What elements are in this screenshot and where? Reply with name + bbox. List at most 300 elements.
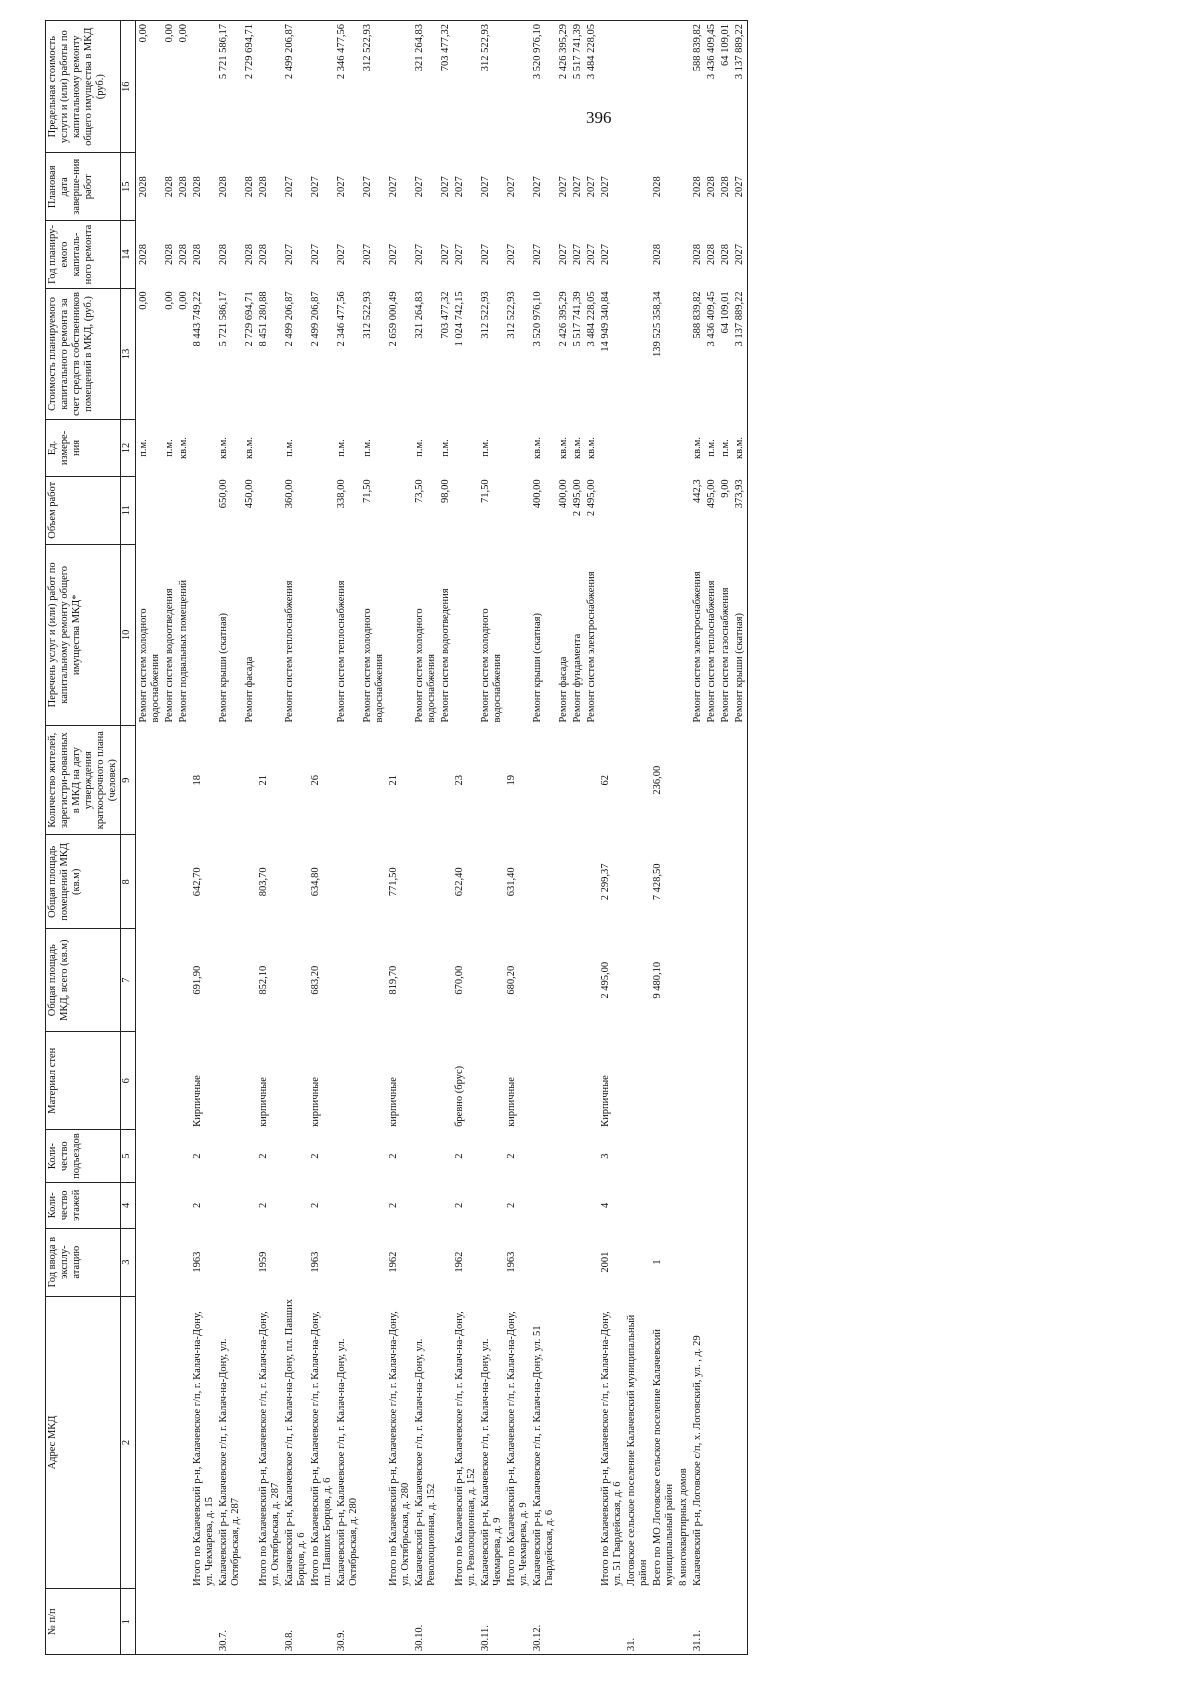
cell-col-floors	[651, 1182, 677, 1228]
cell-col-address: 8 многоквартирных домов	[678, 1468, 689, 1586]
cell-col-total-area	[163, 929, 177, 1032]
table-row	[439, 21, 453, 1655]
cell-col-residents	[177, 726, 191, 835]
cell-col-unit	[505, 420, 531, 477]
cell-col-entrances	[585, 1130, 599, 1182]
cell-col-works: Ремонт крыши (скатная)	[218, 613, 229, 723]
cell-col-end-date: 2027	[388, 176, 399, 198]
cell-col-max-cost	[387, 21, 413, 153]
cell-col-repair-year: 2027	[480, 244, 491, 266]
table-row	[453, 21, 479, 1655]
cell-col-max-cost: 312 522,93	[361, 21, 387, 153]
cell-col-volume	[599, 476, 625, 544]
cell-col-wall-material: кирпичные	[258, 1077, 269, 1127]
table-row	[557, 21, 571, 1655]
table-row	[217, 21, 243, 1655]
cell-col-total-area: 683,20	[310, 965, 321, 995]
cell-col-works: Ремонт фундамента	[572, 633, 583, 723]
cell-col-max-cost: 3 436 409,45	[705, 21, 719, 153]
cell-col-address: Итого по Калачевский р-н, Калачевское г/п, г. Калач-на-Дону, ул. Октябрьская, д. 280	[388, 1311, 411, 1586]
cell-col-year: 1	[652, 1259, 663, 1265]
cell-col-volume: 71,50	[362, 479, 373, 503]
cell-col-premises-area: 771,50	[388, 867, 399, 897]
cell-col-residents: 19	[506, 774, 517, 786]
cell-col-total-area	[361, 929, 387, 1032]
cell-col-end-date: 2028	[692, 176, 703, 198]
cell-col-residents	[439, 726, 453, 835]
cell-col-year	[677, 1228, 691, 1296]
cell-col-wall-material	[163, 1032, 177, 1130]
cell-col-address: Всего по МО Логовское сельское поселение Калачевский муниципальный район	[652, 1329, 675, 1586]
table-row	[625, 21, 651, 1655]
cell-col-residents	[677, 726, 691, 835]
cell-col-floors: 2	[258, 1202, 269, 1208]
cell-col-premises-area	[677, 835, 691, 929]
cell-col-end-date: 2027	[480, 176, 491, 198]
cell-col-cost: 14 949 340,84	[600, 291, 611, 352]
cell-col-volume	[453, 476, 479, 544]
cell-col-repair-year: 2027	[414, 244, 425, 266]
cell-col-works: Ремонт систем теплоснабжения	[336, 580, 347, 723]
cell-col-volume	[257, 476, 283, 544]
column-number: 12	[121, 420, 136, 477]
cell-col-total-area	[719, 929, 733, 1032]
cell-col-max-cost: 703 477,32	[439, 21, 453, 153]
cell-col-entrances	[136, 1130, 164, 1182]
cell-col-address: Итого по Калачевский р-н, Калачевское г/п, г. Калач-на-Дону, ул. Чекмарева, д. 9	[506, 1311, 529, 1586]
cell-col-residents	[585, 726, 599, 835]
cell-col-unit: п.м.	[480, 439, 491, 457]
cell-col-works: Ремонт систем холодного водоснабжения	[138, 608, 161, 723]
cell-col-number	[677, 1589, 691, 1655]
cell-col-total-area	[531, 929, 557, 1032]
cell-col-year	[136, 1228, 164, 1296]
cell-col-wall-material	[651, 1032, 677, 1130]
cell-col-unit	[257, 420, 283, 477]
cell-col-floors	[677, 1182, 691, 1228]
cell-col-premises-area: 2 299,37	[600, 863, 611, 901]
cell-col-repair-year: 2027	[532, 244, 543, 266]
cell-col-repair-year: 2028	[244, 244, 255, 266]
cell-col-repair-year: 2027	[600, 244, 611, 266]
cell-col-address	[136, 1296, 164, 1589]
cell-col-residents	[733, 726, 748, 835]
cell-col-volume: 360,00	[284, 479, 295, 509]
cell-col-address	[177, 1296, 191, 1589]
table-row	[163, 21, 177, 1655]
cell-col-total-area: 9 480,10	[652, 961, 663, 999]
cell-col-residents: 26	[310, 774, 321, 786]
cell-col-wall-material	[335, 1032, 361, 1130]
cell-col-end-date: 2027	[284, 176, 295, 198]
cell-col-wall-material: кирпичные	[310, 1077, 321, 1127]
cell-col-residents	[243, 726, 257, 835]
cell-col-year	[585, 1228, 599, 1296]
cell-col-end-date: 2028	[192, 176, 203, 198]
cell-col-repair-year: 2028	[164, 244, 175, 266]
cell-col-year	[531, 1228, 557, 1296]
cell-col-works: Ремонт систем водоотведения	[164, 588, 175, 723]
cell-col-number	[599, 1589, 625, 1655]
cell-col-total-area	[217, 929, 243, 1032]
cell-col-cost: 3 520 976,10	[532, 291, 543, 347]
cell-col-cost: 139 525 358,34	[652, 291, 663, 358]
cell-col-repair-year: 2028	[258, 244, 269, 266]
cell-col-premises-area	[531, 835, 557, 929]
cell-col-residents	[571, 726, 585, 835]
cell-col-entrances	[651, 1130, 677, 1182]
cell-col-entrances	[479, 1130, 505, 1182]
cell-col-repair-year: 2027	[558, 244, 569, 266]
cell-col-works	[453, 544, 479, 725]
cell-col-total-area	[243, 929, 257, 1032]
cell-col-end-date: 2028	[706, 176, 717, 198]
cell-col-premises-area: 631,40	[506, 867, 517, 897]
cell-col-max-cost: 0,00	[163, 21, 177, 153]
cell-col-address	[705, 1296, 719, 1589]
cell-col-floors	[557, 1182, 571, 1228]
cell-col-residents	[361, 726, 387, 835]
cell-col-end-date: 2027	[586, 176, 597, 198]
cell-col-wall-material: кирпичные	[506, 1077, 517, 1127]
table-row	[177, 21, 191, 1655]
table-row	[136, 21, 164, 1655]
cell-col-entrances	[733, 1130, 748, 1182]
cell-col-end-date: 2027	[310, 176, 321, 198]
header-col-floors: Коли-чество этажей	[46, 1182, 121, 1228]
cell-col-entrances	[691, 1130, 705, 1182]
cell-col-volume: 442,3	[692, 479, 703, 503]
cell-col-works	[599, 544, 625, 725]
cell-col-works	[505, 544, 531, 725]
cell-col-number: 31.1.	[691, 1589, 705, 1655]
cell-col-premises-area	[335, 835, 361, 929]
cell-col-number	[191, 1589, 217, 1655]
cell-col-unit	[677, 420, 691, 477]
cell-col-address: Калачевский р-н, Калачевское г/п, г. Калач-на-Дону, ул. Октябрьская, д. 280	[336, 1338, 359, 1586]
cell-col-floors	[335, 1182, 361, 1228]
rotated-table-wrapper	[45, 20, 1185, 1655]
table-row	[651, 21, 677, 1655]
cell-col-number: 30.10.	[413, 1589, 439, 1655]
cell-col-floors	[283, 1182, 309, 1228]
cell-col-cost: 3 484 228,05	[586, 291, 597, 347]
cell-col-repair-year: 2027	[284, 244, 295, 266]
cell-col-max-cost: 3 484 228,05	[585, 21, 599, 153]
cell-col-volume: 373,93	[733, 476, 748, 544]
cell-col-wall-material	[691, 1032, 705, 1130]
cell-col-works: Ремонт систем холодного водоснабжения	[362, 608, 385, 723]
header-col-end-date: Плановая дата заверше-ния работ	[46, 153, 121, 221]
cell-col-year	[719, 1228, 733, 1296]
cell-col-cost: 2 426 395,29	[558, 291, 569, 347]
cell-col-repair-year: 2028	[192, 244, 203, 266]
cell-col-total-area	[733, 929, 748, 1032]
cell-col-residents	[283, 726, 309, 835]
cell-col-total-area	[439, 929, 453, 1032]
table-row	[733, 21, 748, 1655]
table-row	[599, 21, 625, 1655]
cell-col-entrances	[177, 1130, 191, 1182]
cell-col-year	[413, 1228, 439, 1296]
cell-col-volume	[651, 476, 677, 544]
cell-col-floors	[163, 1182, 177, 1228]
cell-col-entrances: 2	[310, 1153, 321, 1159]
cell-col-entrances	[163, 1130, 177, 1182]
cell-col-volume	[163, 476, 177, 544]
cell-col-wall-material	[571, 1032, 585, 1130]
cell-col-total-area: 680,20	[506, 965, 517, 995]
cell-col-max-cost: 2 426 395,29	[557, 21, 571, 153]
cell-col-year	[733, 1228, 748, 1296]
cell-col-address: Итого по Калачевский р-н, Калачевское г/п, г. Калач-на-Дону, ул. 51 Гвардейская, д. 6	[600, 1311, 623, 1586]
cell-col-works: Ремонт систем холодного водоснабжения	[414, 608, 437, 723]
table-row	[413, 21, 439, 1655]
cell-col-year	[705, 1228, 719, 1296]
cell-col-premises-area: 622,40	[454, 867, 465, 897]
header-col-wall-material: Материал стен	[46, 1032, 121, 1130]
cell-col-number	[453, 1589, 479, 1655]
cell-col-unit: п.м.	[164, 439, 175, 457]
column-number: 11	[121, 476, 136, 544]
cell-col-repair-year: 2027	[572, 244, 583, 266]
cell-col-cost: 8 451 280,88	[258, 291, 269, 347]
cell-col-end-date: 2028	[244, 176, 255, 198]
cell-col-end-date: 2027	[362, 176, 373, 198]
cell-col-wall-material: Кирпичные	[192, 1075, 203, 1127]
cell-col-end-date: 2028	[652, 176, 663, 198]
cell-col-unit: кв.м.	[586, 436, 597, 459]
cell-col-works: Ремонт систем холодного водоснабжения	[480, 608, 503, 723]
cell-col-entrances	[413, 1130, 439, 1182]
cell-col-year	[571, 1228, 585, 1296]
cell-col-end-date: 2028	[720, 176, 731, 198]
cell-col-residents: 62	[600, 774, 611, 786]
cell-col-number	[243, 1589, 257, 1655]
cell-col-repair-year: 2027	[336, 244, 347, 266]
cell-col-wall-material: бревно (брус)	[454, 1065, 465, 1127]
cell-col-floors	[531, 1182, 557, 1228]
cell-col-works: Ремонт систем электроснабжения	[692, 571, 703, 723]
cell-col-residents	[719, 726, 733, 835]
cell-col-entrances	[217, 1130, 243, 1182]
cell-col-unit: кв.м.	[532, 436, 543, 459]
cell-col-works: Ремонт систем теплоснабжения	[706, 580, 717, 723]
cell-col-repair-year: 2027	[310, 244, 321, 266]
cell-col-works: Ремонт систем теплоснабжения	[284, 580, 295, 723]
cell-col-address	[733, 1296, 748, 1589]
cell-col-end-date: 2028	[138, 176, 149, 198]
cell-col-number: 31.	[625, 1589, 651, 1655]
cell-col-end-date: 2028	[218, 176, 229, 198]
cell-col-wall-material	[733, 1032, 748, 1130]
column-number-row	[121, 21, 136, 1655]
cell-col-entrances	[677, 1130, 691, 1182]
cell-col-number	[651, 1589, 677, 1655]
cell-col-wall-material: кирпичные	[388, 1077, 399, 1127]
cell-col-premises-area: 642,70	[192, 867, 203, 897]
cell-col-unit: п.м.	[440, 439, 451, 457]
table-row	[243, 21, 257, 1655]
cell-col-premises-area: 634,80	[310, 867, 321, 897]
cell-col-address	[439, 1296, 453, 1589]
header-col-year: Год ввода в эксплу-атацию	[46, 1228, 121, 1296]
cell-col-wall-material	[531, 1032, 557, 1130]
cell-col-year	[177, 1228, 191, 1296]
header-col-entrances: Коли-чество подъездов	[46, 1130, 121, 1182]
cell-col-address: Итого по Калачевский р-н, Калачевское г/п, г. Калач-на-Дону, ул. Октябрьская, д. 287	[258, 1311, 281, 1586]
cell-col-unit	[651, 420, 677, 477]
cell-col-unit: п.м.	[414, 439, 425, 457]
cell-col-volume: 450,00	[244, 479, 255, 509]
cell-col-number: 30.11.	[479, 1589, 505, 1655]
cell-col-number	[505, 1589, 531, 1655]
cell-col-cost: 0,00	[178, 291, 189, 310]
cell-col-number: 30.12.	[531, 1589, 557, 1655]
cell-col-residents: 23	[454, 774, 465, 786]
cell-col-address	[557, 1296, 571, 1589]
cell-col-max-cost: 0,00	[177, 21, 191, 153]
cell-col-premises-area: 7 428,50	[652, 863, 663, 901]
column-number: 2	[121, 1296, 136, 1589]
cell-col-year	[557, 1228, 571, 1296]
cell-col-repair-year: 2027	[733, 221, 748, 289]
cell-col-max-cost	[505, 21, 531, 153]
column-number: 14	[121, 221, 136, 289]
cell-col-max-cost: 64 109,01	[719, 21, 733, 153]
cell-col-works	[257, 544, 283, 725]
cell-col-max-cost: 5 517 741,39	[571, 21, 585, 153]
header-col-max-cost: Предельная стоимость услуги и (или) работы по капитальному ремонту общего имущества в МКД (руб.)	[46, 21, 121, 153]
header-col-address: Адрес МКД	[46, 1296, 121, 1589]
cell-col-volume: 98,00	[440, 479, 451, 503]
cell-col-unit: кв.м.	[733, 420, 748, 477]
cell-col-volume: 71,50	[480, 479, 491, 503]
cell-col-number	[585, 1589, 599, 1655]
cell-col-residents	[557, 726, 571, 835]
cell-col-volume: 400,00	[532, 479, 543, 509]
cell-col-premises-area	[439, 835, 453, 929]
cell-col-total-area: 819,70	[388, 965, 399, 995]
cell-col-residents: 18	[192, 774, 203, 786]
cell-col-unit	[387, 420, 413, 477]
cell-col-cost: 2 346 477,56	[336, 291, 347, 347]
cell-col-unit: п.м.	[284, 439, 295, 457]
cell-col-floors	[691, 1182, 705, 1228]
cell-col-wall-material	[283, 1032, 309, 1130]
cell-col-repair-year: 2028	[706, 244, 717, 266]
cell-col-cost: 703 477,32	[440, 291, 451, 339]
cell-col-wall-material	[136, 1032, 164, 1130]
cell-col-number: 30.9.	[335, 1589, 361, 1655]
cell-col-floors: 2	[192, 1202, 203, 1208]
cell-col-volume	[136, 476, 164, 544]
cell-col-wall-material	[413, 1032, 439, 1130]
cell-col-floors	[479, 1182, 505, 1228]
cell-col-wall-material	[585, 1032, 599, 1130]
cell-col-max-cost: 3 520 976,10	[531, 21, 557, 153]
table-row	[309, 21, 335, 1655]
cell-col-address	[571, 1296, 585, 1589]
cell-col-wall-material	[217, 1032, 243, 1130]
cell-col-max-cost	[453, 21, 479, 153]
cell-col-wall-material	[243, 1032, 257, 1130]
table-row	[191, 21, 217, 1655]
cell-col-cost: 312 522,93	[506, 291, 517, 339]
cell-col-address: Итого по Калачевский р-н, Калачевское г/п, г. Калач-на-Дону, пл. Павших Борцов, д. 6	[310, 1311, 333, 1586]
cell-col-residents	[479, 726, 505, 835]
cell-col-cost: 2 499 206,87	[284, 291, 295, 347]
cell-col-works	[625, 544, 651, 725]
cell-col-residents	[136, 726, 164, 835]
cell-col-volume: 9,00	[720, 479, 731, 498]
header-col-premises-area: Общая площадь помещений МКД (кв.м)	[46, 835, 121, 929]
cell-col-premises-area	[361, 835, 387, 929]
cell-col-entrances: 2	[388, 1153, 399, 1159]
cell-col-max-cost: 321 264,83	[413, 21, 439, 153]
column-number: 16	[121, 21, 136, 153]
cell-col-end-date	[677, 153, 691, 221]
cell-col-address: Логовское сельское поселение Калачевский муниципальный район	[626, 1314, 649, 1586]
cell-col-entrances	[361, 1130, 387, 1182]
cell-col-works	[387, 544, 413, 725]
cell-col-max-cost	[599, 21, 625, 153]
cell-col-number	[136, 1589, 164, 1655]
cell-col-cost: 5 721 586,17	[218, 291, 229, 347]
header-col-volume: Объем работ	[46, 476, 121, 544]
cell-col-cost: 0,00	[164, 291, 175, 310]
cell-col-cost: 5 517 741,39	[572, 291, 583, 347]
cell-col-year	[283, 1228, 309, 1296]
cell-col-residents	[413, 726, 439, 835]
cell-col-total-area	[479, 929, 505, 1032]
cell-col-premises-area	[571, 835, 585, 929]
cell-col-repair-year: 2028	[692, 244, 703, 266]
cell-col-year: 1959	[258, 1251, 269, 1273]
cell-col-floors	[361, 1182, 387, 1228]
cell-col-number	[163, 1589, 177, 1655]
cell-col-premises-area	[283, 835, 309, 929]
cell-col-repair-year: 2027	[440, 244, 451, 266]
table-row	[283, 21, 309, 1655]
cell-col-premises-area	[585, 835, 599, 929]
column-number: 5	[121, 1130, 136, 1182]
cell-col-cost: 2 499 206,87	[310, 291, 321, 347]
cell-col-premises-area	[705, 835, 719, 929]
cell-col-unit: кв.м.	[178, 436, 189, 459]
cell-col-works	[191, 544, 217, 725]
cell-col-year: 1963	[506, 1251, 517, 1273]
cell-col-year: 1963	[310, 1251, 321, 1273]
cell-col-address: Итого по Калачевский р-н, Калачевское г/п, г. Калач-на-Дону, ул. Революционная, д. 152	[454, 1311, 477, 1586]
cell-col-floors: 2	[506, 1202, 517, 1208]
cell-col-total-area	[335, 929, 361, 1032]
cell-col-residents	[217, 726, 243, 835]
table-row	[571, 21, 585, 1655]
cell-col-premises-area	[413, 835, 439, 929]
cell-col-floors: 2	[454, 1202, 465, 1208]
cell-col-max-cost	[651, 21, 677, 153]
cell-col-entrances	[531, 1130, 557, 1182]
cell-col-repair-year: 2028	[178, 244, 189, 266]
table-row	[479, 21, 505, 1655]
cell-col-repair-year: 2028	[652, 244, 663, 266]
cell-col-entrances	[719, 1130, 733, 1182]
cell-col-total-area	[571, 929, 585, 1032]
cell-col-unit: п.м.	[138, 439, 149, 457]
cell-col-volume: 495,00	[706, 479, 717, 509]
cell-col-year	[243, 1228, 257, 1296]
